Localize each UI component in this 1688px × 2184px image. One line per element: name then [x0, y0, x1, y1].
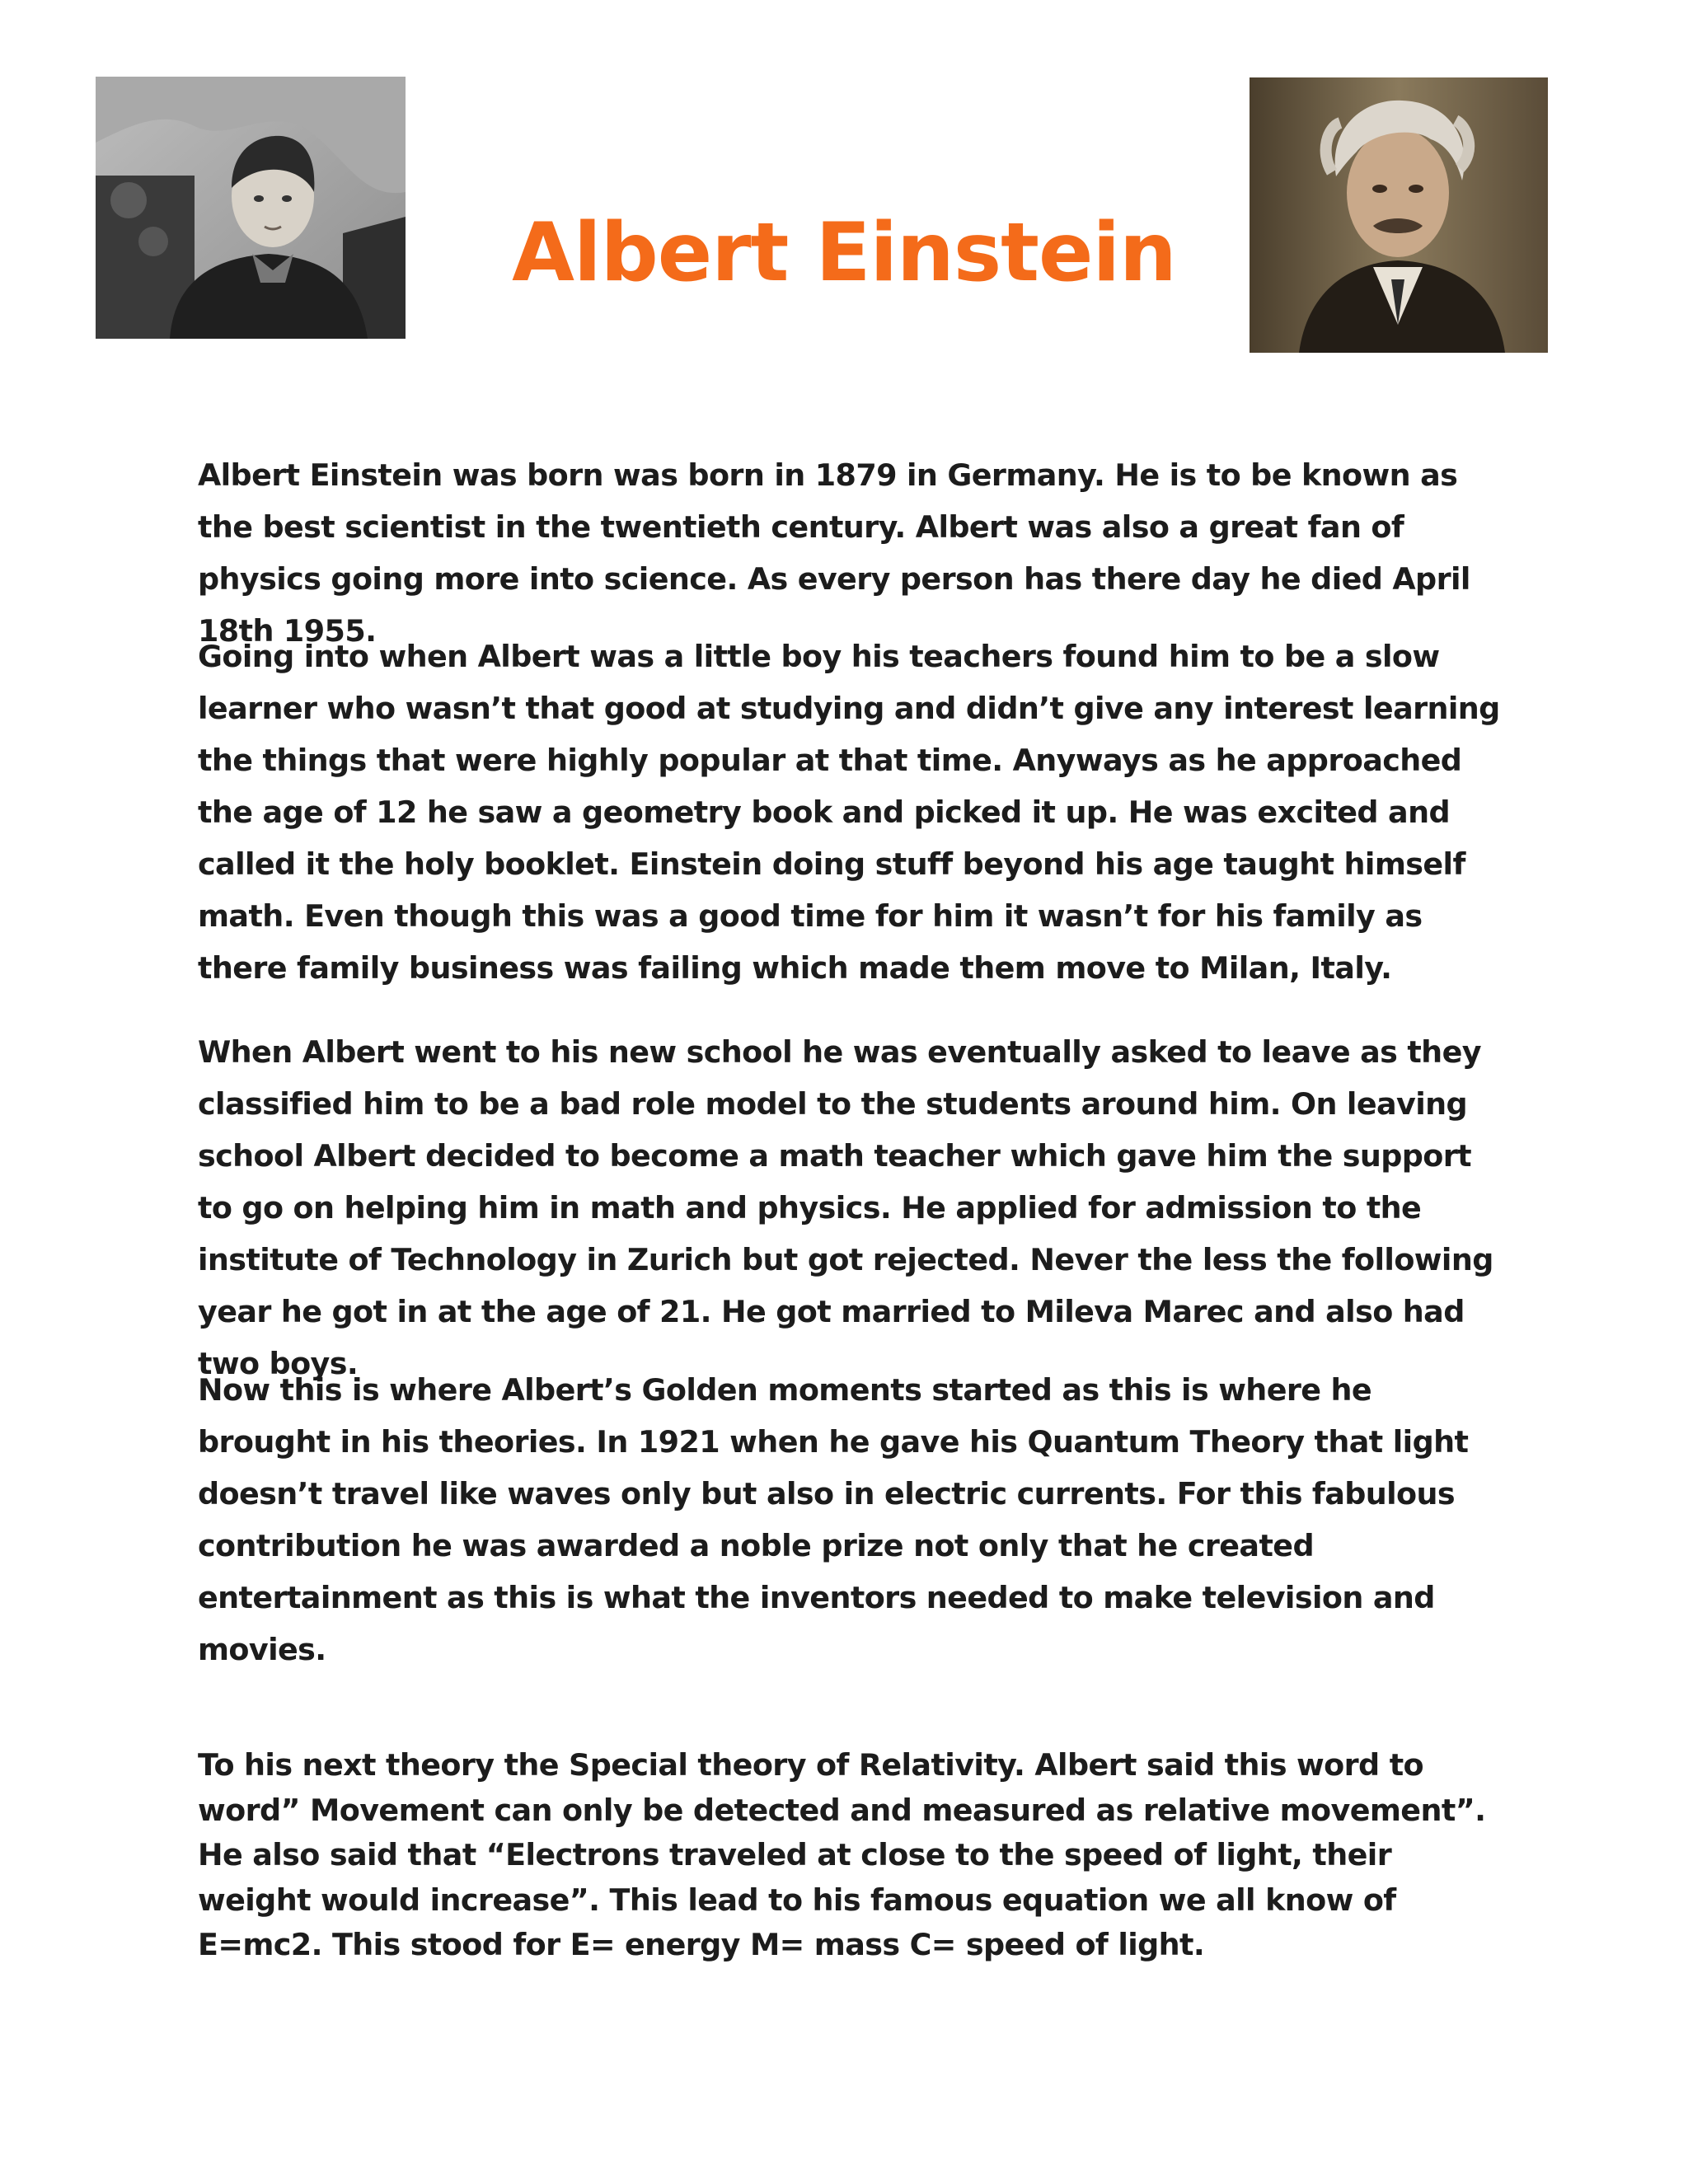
paragraph-text: To his next theory the Special theory of Relativity. Albert said this word to word” Movement can only be detected and measured as relative movement”. He also said that “Electrons traveled at close to the speed of light, their weight would increase”. This lead to his famous equation we all know of E=mc2. This stood for E= energy M= mass C= speed of light. [198, 1747, 1486, 1962]
paragraph-text: Going into when Albert was a little boy his teachers found him to be a slow learner who wasn’t that good at studying and didn’t give any interest learning the things that were highly popular at that time. Anyways as he approached the age of 12 he saw a geometry book and picked it up. He was excited and called it the holy booklet. Einstein doing stuff beyond his age taught himself math. Even though this was a good time for him it wasn’t for his family as there family business was failing which made them move to Milan, Italy. [198, 639, 1500, 986]
paragraph-text: Albert Einstein was born was born in 1879 in Germany. He is to be known as the best scientist in the twentieth century. Albert was also a great fan of physics going more into science. As every person has there day he died April 18th 1955. [198, 457, 1470, 649]
paragraph [198, 1743, 1500, 1968]
paragraph [198, 1026, 1500, 1390]
paragraph-text: When Albert went to his new school he was eventually asked to leave as they classified him to be a bad role model to the students around him. On leaving school Albert decided to become a math teacher which gave him the support to go on helping him in math and physics. He applied for admission to the institute of Technology in Zurich but got rejected. Never the less the following year he got in at the age of 21. He got married to Mileva Marec and also had two boys. [198, 1034, 1493, 1381]
paragraph [198, 630, 1500, 994]
adult-portrait-image [1250, 77, 1548, 353]
paragraph [198, 1364, 1500, 1675]
paragraph-text: Now this is where Albert’s Golden moments started as this is where he brought in his theories. In 1921 when he gave his Quantum Theory that light doesn’t travel like waves only but also in electric currents. For this fabulous contribution he was awarded a noble prize not only that he created entertainment as this is what the inventors needed to make television and movies. [198, 1372, 1469, 1667]
paragraph [198, 449, 1500, 657]
page-title: Albert Einstein [512, 206, 1176, 300]
